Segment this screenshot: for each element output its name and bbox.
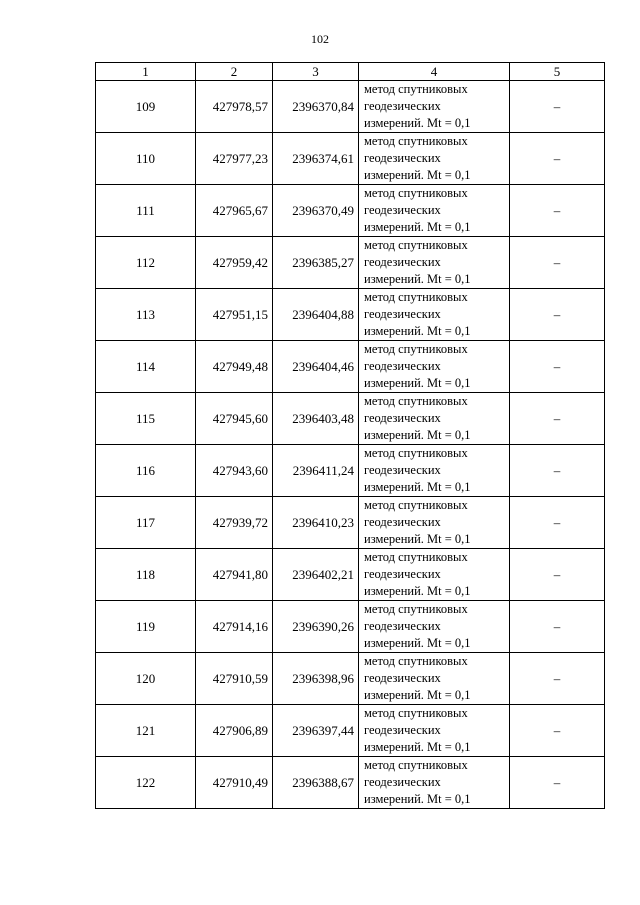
column-header-4: 4: [359, 63, 510, 81]
column-header-3: 3: [273, 63, 359, 81]
note-cell: –: [510, 705, 605, 757]
table-body: [96, 81, 605, 809]
point-number-cell: 121: [96, 705, 196, 757]
y-coordinate-cell: 2396385,27: [273, 237, 359, 289]
table-header: [96, 63, 605, 81]
point-number-cell: 109: [96, 81, 196, 133]
point-number-cell: 119: [96, 601, 196, 653]
x-coordinate-cell: 427910,59: [196, 653, 273, 705]
table-row: [96, 497, 605, 549]
y-coordinate-cell: 2396388,67: [273, 757, 359, 809]
table-row: [96, 393, 605, 445]
column-header-1: 1: [96, 63, 196, 81]
point-number-cell: 120: [96, 653, 196, 705]
point-number-cell: 122: [96, 757, 196, 809]
x-coordinate-cell: 427910,49: [196, 757, 273, 809]
coordinates-table: [95, 62, 605, 809]
column-header-5: 5: [510, 63, 605, 81]
table-row: [96, 653, 605, 705]
point-number-cell: 115: [96, 393, 196, 445]
method-cell: метод спутниковых геодезических измерений. Mt = 0,1: [359, 601, 510, 653]
method-cell: метод спутниковых геодезических измерений. Mt = 0,1: [359, 133, 510, 185]
point-number-cell: 116: [96, 445, 196, 497]
y-coordinate-cell: 2396404,88: [273, 289, 359, 341]
x-coordinate-cell: 427959,42: [196, 237, 273, 289]
table-row: [96, 549, 605, 601]
note-cell: –: [510, 289, 605, 341]
table-row: [96, 705, 605, 757]
point-number-cell: 113: [96, 289, 196, 341]
note-cell: –: [510, 185, 605, 237]
point-number-cell: 110: [96, 133, 196, 185]
table-row: [96, 341, 605, 393]
y-coordinate-cell: 2396410,23: [273, 497, 359, 549]
page-number: 102: [311, 32, 329, 46]
y-coordinate-cell: 2396390,26: [273, 601, 359, 653]
y-coordinate-cell: 2396402,21: [273, 549, 359, 601]
table-row: [96, 81, 605, 133]
point-number-cell: 112: [96, 237, 196, 289]
point-number-cell: 114: [96, 341, 196, 393]
note-cell: –: [510, 549, 605, 601]
table-row: [96, 133, 605, 185]
method-cell: метод спутниковых геодезических измерений. Mt = 0,1: [359, 185, 510, 237]
note-cell: –: [510, 757, 605, 809]
method-cell: метод спутниковых геодезических измерений. Mt = 0,1: [359, 289, 510, 341]
column-header-2: 2: [196, 63, 273, 81]
note-cell: –: [510, 601, 605, 653]
note-cell: –: [510, 237, 605, 289]
x-coordinate-cell: 427951,15: [196, 289, 273, 341]
table-row: [96, 757, 605, 809]
y-coordinate-cell: 2396370,49: [273, 185, 359, 237]
method-cell: метод спутниковых геодезических измерений. Mt = 0,1: [359, 705, 510, 757]
x-coordinate-cell: 427965,67: [196, 185, 273, 237]
x-coordinate-cell: 427977,23: [196, 133, 273, 185]
method-cell: метод спутниковых геодезических измерений. Mt = 0,1: [359, 757, 510, 809]
note-cell: –: [510, 81, 605, 133]
y-coordinate-cell: 2396404,46: [273, 341, 359, 393]
note-cell: –: [510, 497, 605, 549]
table-row: [96, 185, 605, 237]
table-row: [96, 601, 605, 653]
note-cell: –: [510, 653, 605, 705]
table-row: [96, 289, 605, 341]
y-coordinate-cell: 2396374,61: [273, 133, 359, 185]
x-coordinate-cell: 427978,57: [196, 81, 273, 133]
point-number-cell: 117: [96, 497, 196, 549]
header-row: [96, 63, 605, 81]
method-cell: метод спутниковых геодезических измерений. Mt = 0,1: [359, 549, 510, 601]
point-number-cell: 118: [96, 549, 196, 601]
method-cell: метод спутниковых геодезических измерений. Mt = 0,1: [359, 445, 510, 497]
x-coordinate-cell: 427914,16: [196, 601, 273, 653]
method-cell: метод спутниковых геодезических измерений. Mt = 0,1: [359, 81, 510, 133]
note-cell: –: [510, 341, 605, 393]
table-row: [96, 445, 605, 497]
method-cell: метод спутниковых геодезических измерений. Mt = 0,1: [359, 341, 510, 393]
x-coordinate-cell: 427945,60: [196, 393, 273, 445]
table-row: [96, 237, 605, 289]
note-cell: –: [510, 133, 605, 185]
x-coordinate-cell: 427939,72: [196, 497, 273, 549]
y-coordinate-cell: 2396411,24: [273, 445, 359, 497]
y-coordinate-cell: 2396370,84: [273, 81, 359, 133]
x-coordinate-cell: 427949,48: [196, 341, 273, 393]
note-cell: –: [510, 445, 605, 497]
method-cell: метод спутниковых геодезических измерений. Mt = 0,1: [359, 497, 510, 549]
method-cell: метод спутниковых геодезических измерений. Mt = 0,1: [359, 653, 510, 705]
note-cell: –: [510, 393, 605, 445]
x-coordinate-cell: 427941,80: [196, 549, 273, 601]
y-coordinate-cell: 2396397,44: [273, 705, 359, 757]
y-coordinate-cell: 2396398,96: [273, 653, 359, 705]
x-coordinate-cell: 427943,60: [196, 445, 273, 497]
y-coordinate-cell: 2396403,48: [273, 393, 359, 445]
point-number-cell: 111: [96, 185, 196, 237]
method-cell: метод спутниковых геодезических измерений. Mt = 0,1: [359, 393, 510, 445]
x-coordinate-cell: 427906,89: [196, 705, 273, 757]
method-cell: метод спутниковых геодезических измерений. Mt = 0,1: [359, 237, 510, 289]
